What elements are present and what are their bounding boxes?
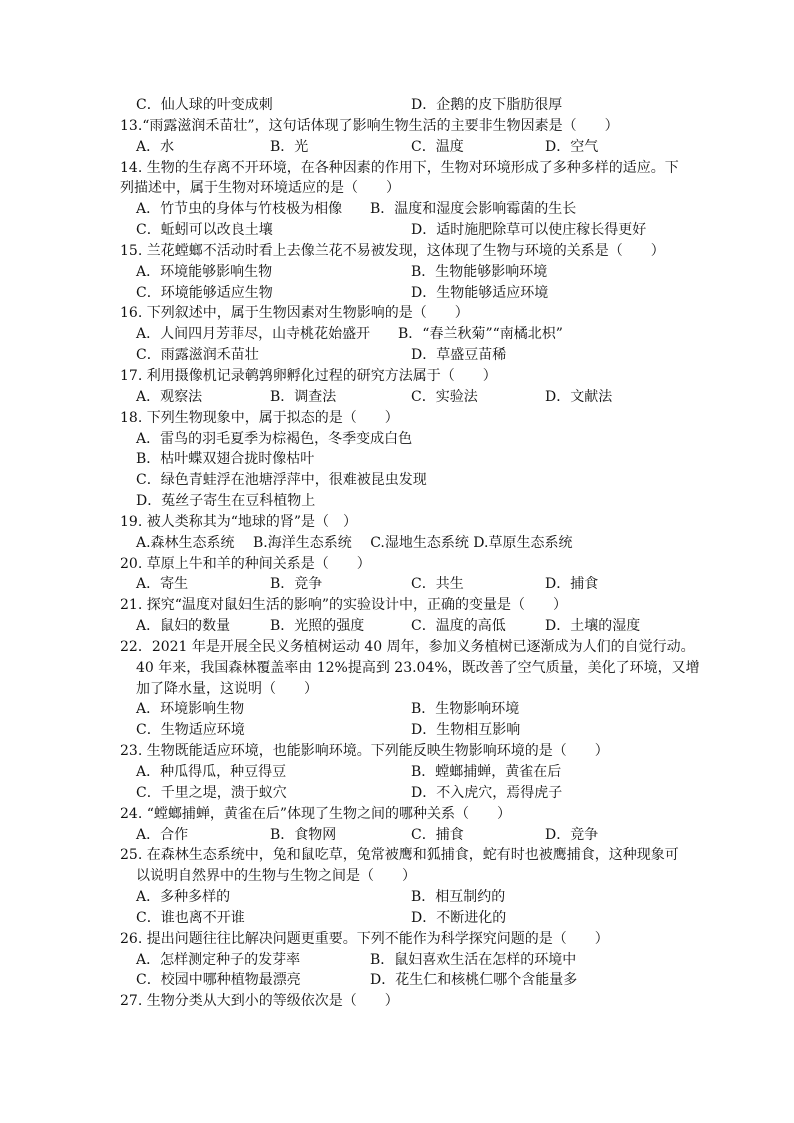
option-b: B．生物影响环境 <box>411 701 520 718</box>
option-c: C．温度 <box>411 138 464 155</box>
option-b: B．光照的强度 <box>270 618 365 635</box>
option-a: A．环境能够影响生物 <box>136 263 273 280</box>
option-a: A．合作 <box>136 826 189 843</box>
question-22-options-cd <box>120 720 680 741</box>
option-a: A．寄生 <box>136 576 189 593</box>
option-a: A．多种多样的 <box>136 889 231 906</box>
option-c: C．仙人球的叶变成刺 <box>136 97 273 113</box>
option-a: A．人间四月芳菲尽，山寺桃花始盛开 <box>136 326 371 343</box>
question-27-stem: 27. 生物分类从大到小的等级依次是（ ） <box>120 993 399 1010</box>
option-d: D．生物能够适应环境 <box>411 284 549 301</box>
question-25-stem: 25. 在森林生态系统中，兔和鼠吃草，兔常被鹰和狐捕食，蛇有时也被鹰捕食，这种现象可 <box>120 847 679 864</box>
question-26-stem: 26. 提出问题往往比解决问题更重要。下列不能作为科学探究问题的是（ ） <box>120 930 609 947</box>
question-14-options-ab <box>120 199 680 220</box>
option-d: D．空气 <box>545 138 599 155</box>
question-22-options-ab <box>120 699 680 720</box>
option-c: C．温度的高低 <box>411 618 506 635</box>
question-26-options-ab <box>120 950 680 971</box>
option-b: B．温度和湿度会影响霉菌的生长 <box>370 201 577 218</box>
option-c: C．共生 <box>411 576 464 593</box>
question-26-options-cd <box>120 970 680 991</box>
question-17-stem: 17. 利用摄像机记录鹌鹑卵孵化过程的研究方法属于（ ） <box>120 367 497 384</box>
option-b: B．食物网 <box>270 826 337 843</box>
option-a: A．观察法 <box>136 388 203 405</box>
question-20-options <box>120 574 680 595</box>
question-14-stem: 14. 生物的生存离不开环境，在各种因素的作用下，生物对环境形成了多种多样的适应。下 <box>120 159 679 176</box>
question-19-stem: 19. 被人类称其为“地球的肾”是（ ） <box>120 513 358 530</box>
question-25-options-cd <box>120 908 680 929</box>
question-22-stem: 22．2021 年是开展全民义务植树运动 40 周年，参加义务植树已逐渐成为人们的自觉行动。 <box>120 638 695 655</box>
question-13-stem: 13.“雨露滋润禾苗壮”，这句话体现了影响生物生活的主要非生物因素是（ ） <box>120 117 619 134</box>
question-13-options <box>120 137 680 158</box>
option-c: C．雨露滋润禾苗壮 <box>136 347 259 364</box>
question-18-option-c: C．绿色青蛙浮在池塘浮萍中，很难被昆虫发现 <box>136 472 427 489</box>
option-d: D．花生仁和核桃仁哪个含能量多 <box>370 972 578 989</box>
option-a: A．水 <box>136 138 175 155</box>
option-d: D．土壤的湿度 <box>545 618 641 635</box>
question-23-options-ab <box>120 762 680 783</box>
question-16-options-ab <box>120 324 680 345</box>
option-b: B．调查法 <box>270 388 337 405</box>
question-18-option-b: B．枯叶蝶双翅合拢时像枯叶 <box>136 451 315 468</box>
option-c: C．校园中哪种植物最漂亮 <box>136 972 301 989</box>
question-24-options <box>120 825 680 846</box>
question-18-stem: 18. 下列生物现象中，属于拟态的是（ ） <box>120 409 399 426</box>
option-c: C．环境能够适应生物 <box>136 284 273 301</box>
option-d: D．适时施肥除草可以使庄稼长得更好 <box>411 222 647 239</box>
option-b: B．“春兰秋菊”“南橘北枳” <box>398 326 563 343</box>
question-21-stem: 21. 探究“温度对鼠妇生活的影响”的实验设计中，正确的变量是（ ） <box>120 597 568 614</box>
question-25-stem-cont: 以说明自然界中的生物与生物之间是（ ） <box>136 868 416 885</box>
question-19-options: A.森林生态系统 B.海洋生态系统 C.湿地生态系统 D.草原生态系统 <box>136 534 573 551</box>
question-15-stem: 15. 兰花螳螂不活动时看上去像兰花不易被发现，这体现了生物与环境的关系是（ ） <box>120 242 665 259</box>
option-a: A．怎样测定种子的发芽率 <box>136 951 301 968</box>
question-22-stem-cont: 40 年来，我国森林覆盖率由 12%提高到 23.04%，既改善了空气质量，美化了环境，又增 <box>136 659 700 676</box>
question-16-options-cd <box>120 345 680 366</box>
option-a: A．竹节虫的身体与竹枝极为相像 <box>136 201 343 218</box>
question-15-options-ab <box>120 262 680 283</box>
question-18-option-a: A．雷鸟的羽毛夏季为棕褐色，冬季变成白色 <box>136 430 413 447</box>
question-22-stem-cont2: 加了降水量，这说明（ ） <box>136 680 318 697</box>
option-c: C．蚯蚓可以改良土壤 <box>136 222 273 239</box>
question-20-stem: 20. 草原上牛和羊的种间关系是（ ） <box>120 555 371 572</box>
option-d: D．生物相互影响 <box>411 722 521 739</box>
question-14-options-cd <box>120 220 680 241</box>
question-17-options <box>120 387 680 408</box>
option-d: D．文献法 <box>545 388 613 405</box>
option-a: A．环境影响生物 <box>136 701 245 718</box>
option-d: D．企鹅的皮下脂肪很厚 <box>411 97 563 113</box>
question-14-stem-cont: 列描述中，属于生物对环境适应的是（ ） <box>120 180 400 197</box>
question-21-options <box>120 616 680 637</box>
option-b: B．螳螂捕蝉，黄雀在后 <box>411 764 562 780</box>
question-23-options-cd <box>120 783 680 804</box>
option-b: B．相互制约的 <box>411 889 506 906</box>
question-12-options-cd <box>120 95 680 116</box>
option-c: C．实验法 <box>411 388 478 405</box>
option-c: C．生物适应环境 <box>136 722 245 739</box>
question-23-stem: 23. 生物既能适应环境，也能影响环境。下列能反映生物影响环境的是（ ） <box>120 743 609 760</box>
option-b: B．光 <box>270 138 309 155</box>
question-24-stem: 24. “螳螂捕蝉，黄雀在后”体现了生物之间的哪种关系（ ） <box>120 805 512 822</box>
question-25-options-ab <box>120 887 680 908</box>
option-b: B．竞争 <box>270 576 323 593</box>
option-a: A．鼠妇的数量 <box>136 618 231 635</box>
option-b: B．鼠妇喜欢生活在怎样的环境中 <box>370 951 577 968</box>
question-16-stem: 16. 下列叙述中，属于生物因素对生物影响的是（ ） <box>120 305 469 322</box>
option-b: B．生物能够影响环境 <box>411 263 548 280</box>
option-c: C．谁也离不开谁 <box>136 909 245 926</box>
option-d: D．不断进化的 <box>411 909 507 926</box>
option-c: C．捕食 <box>411 826 464 843</box>
option-d: D．捕食 <box>545 576 599 593</box>
option-d: D．草盛豆苗稀 <box>411 347 507 364</box>
option-c: C．千里之堤，溃于蚁穴 <box>136 784 287 801</box>
option-d: D．竞争 <box>545 826 599 843</box>
question-15-options-cd <box>120 283 680 304</box>
option-a: A．种瓜得瓜，种豆得豆 <box>136 764 287 780</box>
option-d: D．不入虎穴，焉得虎子 <box>411 784 563 801</box>
question-18-option-d: D．菟丝子寄生在豆科植物上 <box>136 493 316 510</box>
exam-page <box>120 95 700 1012</box>
